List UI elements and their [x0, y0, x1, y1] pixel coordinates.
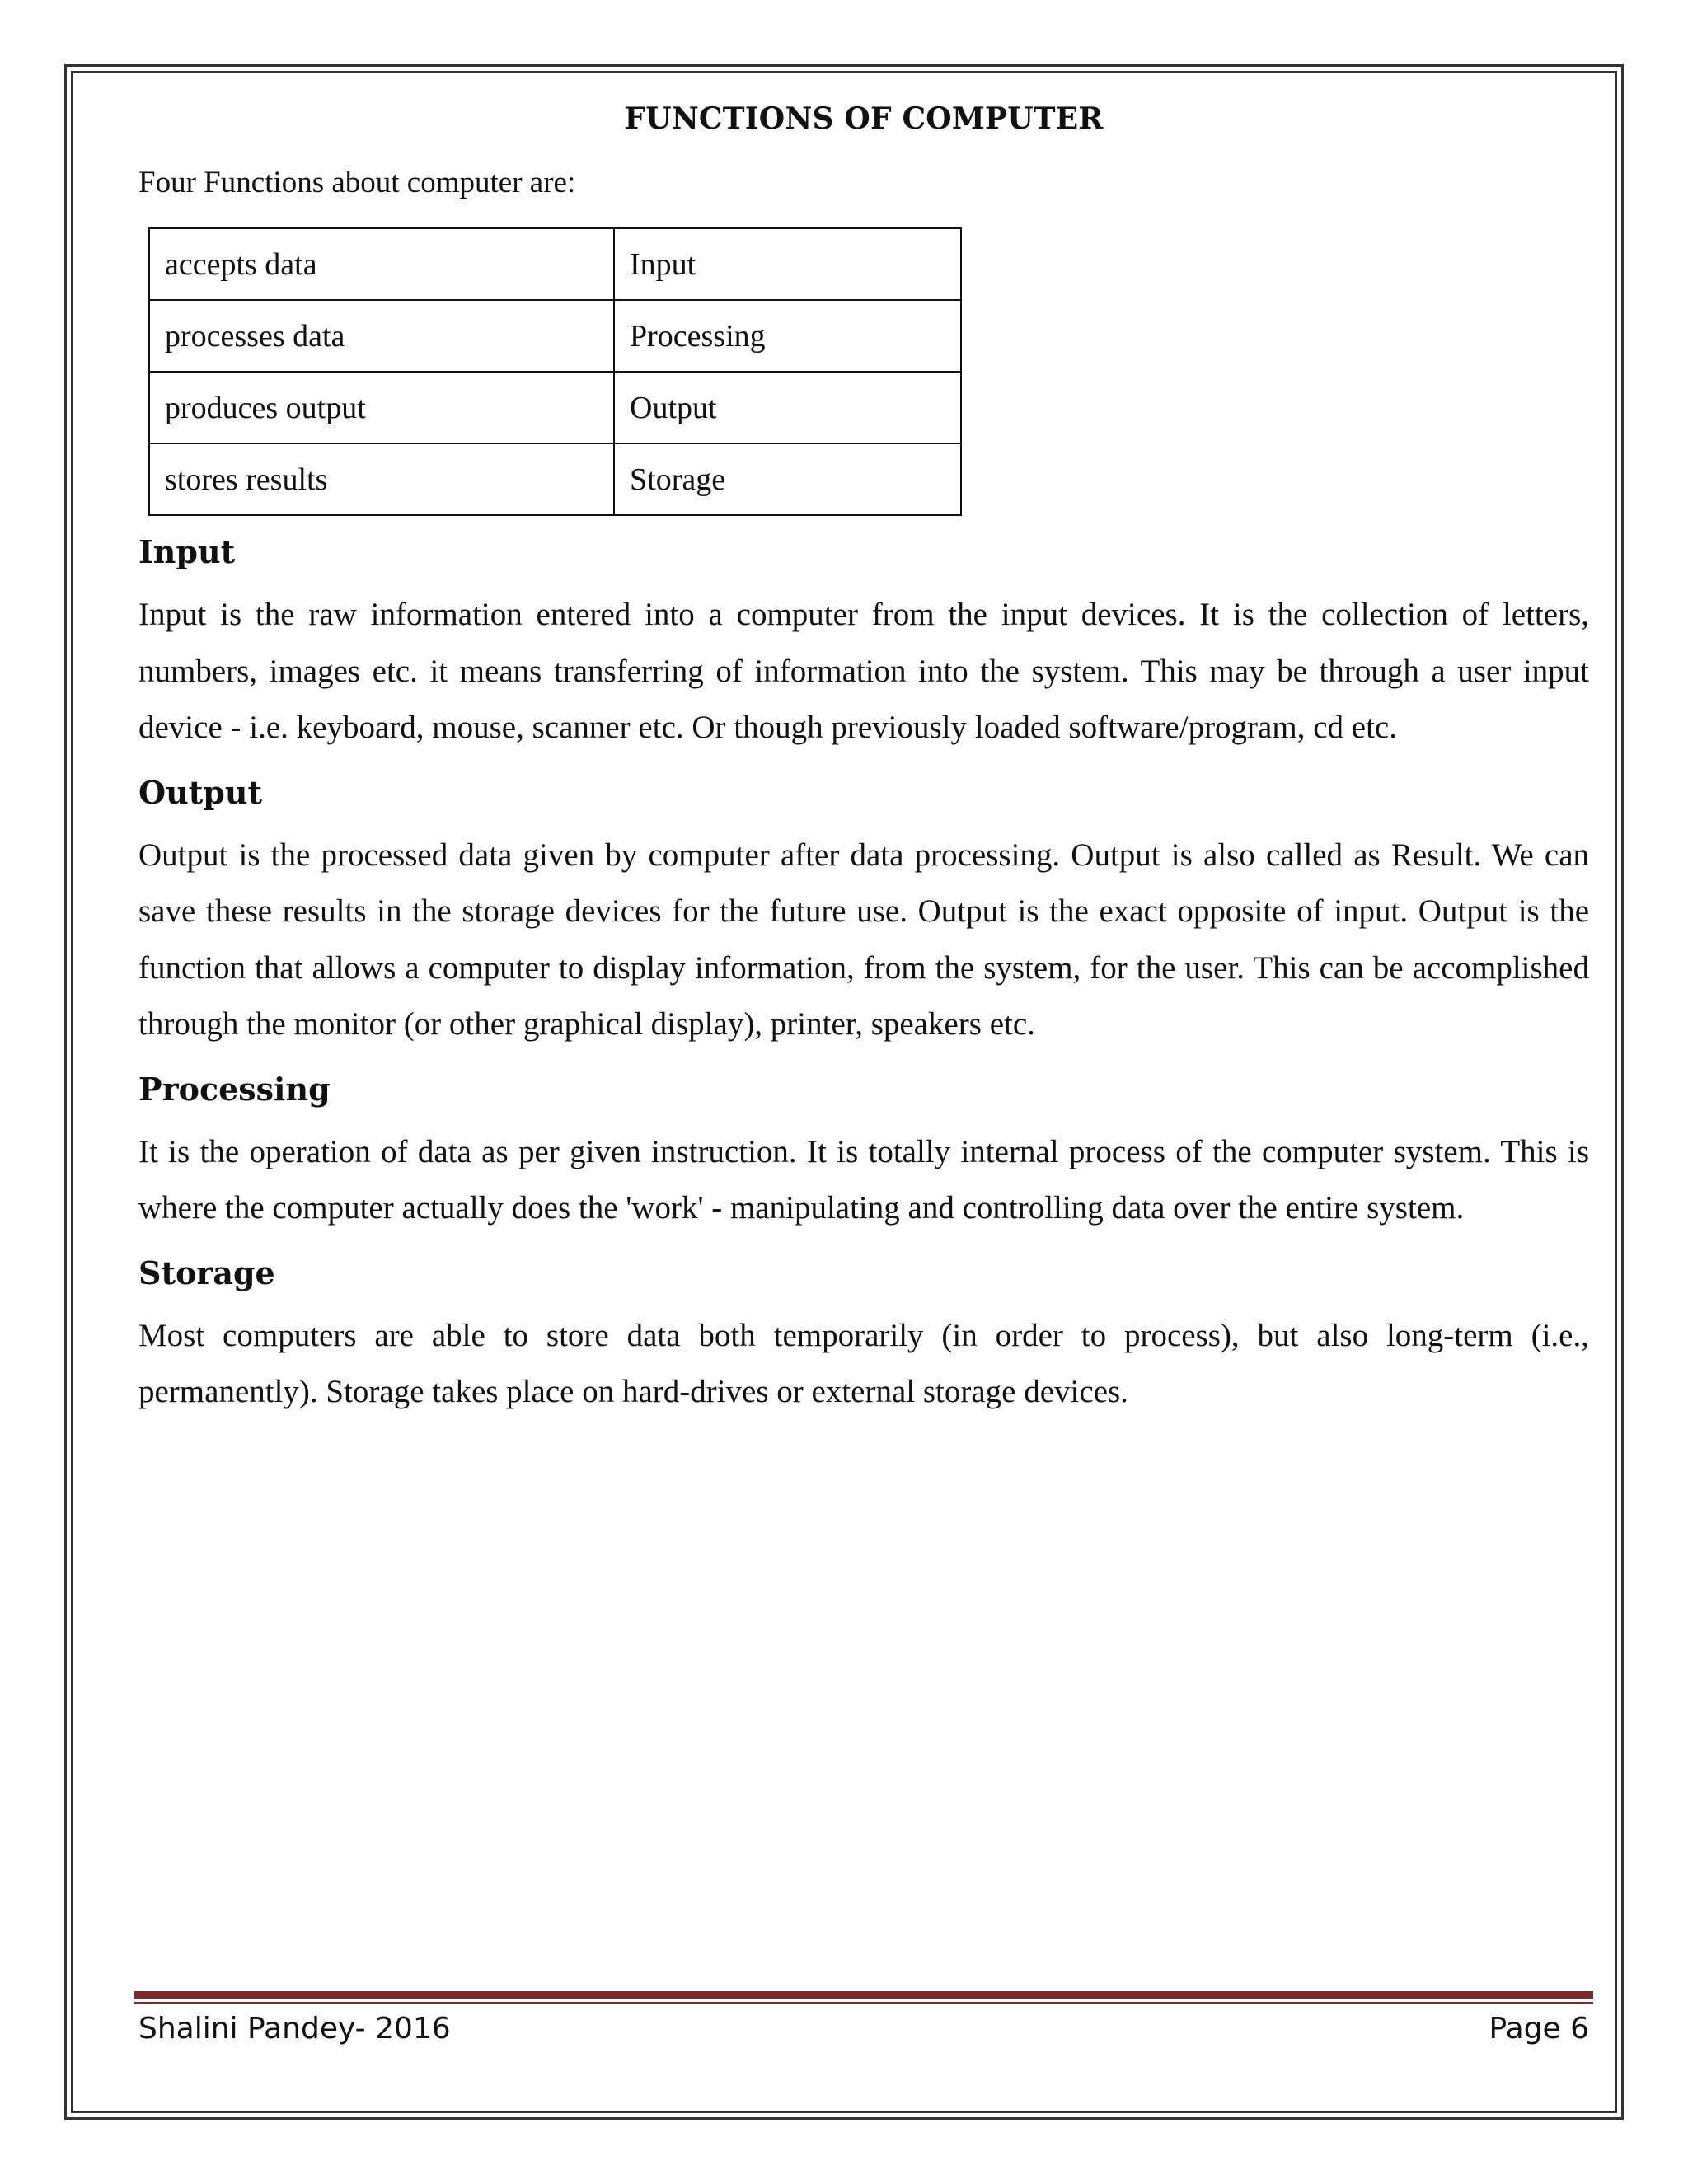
table-cell-description: processes data — [149, 300, 614, 372]
footer-rule — [134, 1991, 1593, 1999]
section-heading-input: Input — [138, 533, 236, 570]
section-body-processing: It is the operation of data as per given instruction. It is totally internal process of the computer system. This is where the computer actually does the 'work' - manipulating and controlling data over the entire system. — [138, 1133, 1589, 1226]
section-body-output: Output is the processed data given by computer after data processing. Output is also called as Result. We can save these results in the storage devices for the future use. Output is the exact opposite of input. Output is the function that allows a computer to display information, from the system, for the user. This can be accomplished through the monitor (or other graphical display), printer, speakers etc. — [138, 837, 1589, 1042]
table-cell-function: Processing — [614, 300, 961, 372]
section-heading-output: Output — [138, 773, 263, 811]
functions-table — [148, 227, 962, 516]
intro-text: Four Functions about computer are: — [138, 166, 576, 199]
section-heading-storage: Storage — [138, 1254, 275, 1291]
footer-author: Shalini Pandey- 2016 — [138, 2012, 451, 2046]
page-content — [138, 92, 1589, 1421]
footer-rule-thin — [134, 2002, 1593, 2004]
table-row — [149, 443, 961, 515]
footer-page-number: Page 6 — [1489, 2012, 1589, 2046]
table-cell-function: Input — [614, 228, 961, 300]
page-title: FUNCTIONS OF COMPUTER — [624, 101, 1104, 136]
table-cell-function: Output — [614, 372, 961, 443]
table-row — [149, 300, 961, 372]
table-cell-description: produces output — [149, 372, 614, 443]
table-row — [149, 372, 961, 443]
section-body-input: Input is the raw information entered into a computer from the input devices. It is the collection of letters, numbers, images etc. it means transferring of information into the system. This may be through a user input device - i.e. keyboard, mouse, scanner etc. Or though previously loaded software/program, cd etc. — [138, 597, 1589, 745]
table-row — [149, 228, 961, 300]
table-cell-description: stores results — [149, 443, 614, 515]
section-body-storage: Most computers are able to store data both temporarily (in order to process), but also long-term (i.e., permanently). Storage takes place on hard-drives or external storage devices. — [138, 1317, 1589, 1409]
table-cell-description: accepts data — [149, 228, 614, 300]
section-heading-processing: Processing — [138, 1070, 331, 1108]
table-cell-function: Storage — [614, 443, 961, 515]
